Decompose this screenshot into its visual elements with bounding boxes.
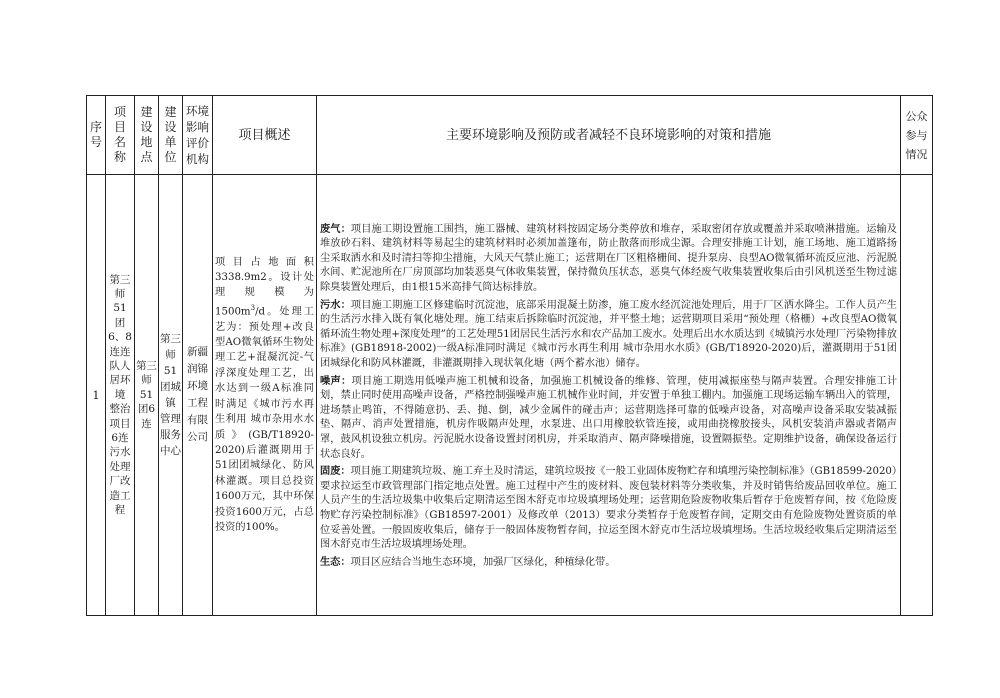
location-line: 连: [141, 417, 152, 430]
eia-line: 环境: [187, 380, 208, 392]
project-overview: [213, 175, 317, 616]
header-char: 参与: [905, 128, 928, 142]
header-overview-text: 项目概述: [238, 127, 291, 143]
measure-noise: [320, 374, 897, 463]
header-char: 点: [140, 150, 153, 164]
measure-text: 项目区应结合当地生态环境，加强厂区绿化，种植绿化带。: [350, 556, 616, 568]
unit-line: 管理: [160, 413, 181, 425]
header-public-participation: [901, 96, 933, 175]
header-char: 机构: [186, 152, 209, 166]
project-name-line: 整治: [109, 403, 131, 416]
measures-cell: [317, 175, 901, 616]
header-char: 公众: [905, 109, 928, 123]
project-name-line: 程: [114, 504, 126, 517]
eia-line: 新疆: [187, 346, 208, 358]
location-line: 51: [139, 388, 154, 401]
measure-label: 噪声：: [320, 374, 352, 387]
construction-unit: [159, 331, 182, 459]
project-name-line: 厂改: [109, 475, 131, 488]
header-overview: [213, 96, 317, 175]
unit-line: 第三: [160, 333, 181, 345]
header-char: 目: [113, 120, 126, 134]
project-name-line: 师: [114, 287, 126, 300]
unit-line: 镇: [165, 397, 176, 409]
measure-label: 生态：: [320, 555, 351, 568]
location-cell: [135, 175, 159, 616]
unit-line: 团城: [160, 381, 181, 393]
measure-label: 废气：: [320, 222, 351, 235]
header-char: 单: [164, 135, 177, 149]
header-eia-agency: [183, 96, 213, 175]
project-name-cell: [106, 175, 135, 616]
header-char: 评价: [186, 136, 209, 150]
public-participation-cell: [901, 175, 933, 616]
header-char: 号: [89, 135, 102, 149]
header-char: 名: [113, 135, 126, 149]
eia-line: 润锦: [187, 363, 208, 375]
eia-line: 公司: [187, 431, 208, 443]
measure-wastewater: [320, 298, 897, 372]
eia-agency: [183, 344, 212, 446]
eia-agency-cell: [183, 175, 213, 616]
location-line: 团6: [137, 403, 156, 416]
project-name-line: 队人: [109, 359, 131, 372]
header-char: 序: [89, 120, 102, 134]
header-location: [135, 96, 159, 175]
header-char: 设: [140, 120, 153, 134]
project-name: [106, 273, 134, 518]
header-char: 项: [113, 105, 126, 119]
overview-text-b: /d。处理工艺为：预处理+改良型AO微氧循环生物处理工艺+混凝沉淀-气浮深度处理工艺，出水达到一级A标准同时满足《城市污水再生利用 城市杂用水水质》(GB/T18920-2020)后灌溉期用于51团团城绿化、防风林灌溉。项目总投资1600万元，其中环保投资1600万元，占总投资的100%。: [215, 306, 314, 533]
project-name-line: 境: [114, 388, 126, 401]
header-char: 环境: [186, 104, 209, 118]
header-char: 情况: [905, 147, 928, 161]
header-measures: [317, 96, 901, 175]
project-name-line: 51: [113, 302, 127, 315]
header-char: 影响: [186, 120, 209, 134]
header-no: [87, 96, 106, 175]
eia-line: 有限: [187, 414, 208, 426]
measure-text: 项目施工期设置施工围挡，施工器械、建筑材料按固定场分类停放和堆存，采取密闭存放或覆盖并采取喷淋措施。运输及堆放砂石料、建筑材料等易起尘的建筑材料时必须加盖篷布，防止散落而形成尘源。合理安排施工计划，施工场地、施工道路扬尘采取洒水和及时清扫等抑尘措施，大风天气禁止施工；运营期在厂区粗格栅间、提升泵房、良型AO微氧循环流反应池、污泥脱水间、贮泥池所在厂房顶部均加装恶臭气体收集装置，保持微负压状态，恶臭气体经废气收集装置收集后由引风机送至生物过滤除臭装置处理后，由1根15米高排气筒达标排放。: [320, 223, 897, 294]
measure-ecology: [320, 555, 897, 571]
project-name-line: 团: [114, 316, 126, 329]
location-line: 师: [141, 374, 152, 387]
header-unit: [159, 96, 183, 175]
project-location: [135, 359, 158, 431]
eia-line: 工程: [187, 397, 208, 409]
measure-text: 项目施工期选用低噪声施工机械和设备，加强施工机械设备的维修、管理，使用减振座垫与隔声装置。合理安排施工计划，禁止同时使用高噪声设备，严格控制强噪声施工机械作业时间，并安置于单独工棚内。加强施工现场运输车辆出入的管理，进场禁止鸣笛，不得随意扔、丢、抛、倒，减少金属件的碰击声；运营期选择可靠的低噪声设备，对高噪声设备采取安装减振垫、隔声、消声处置措施，机房作吸隔声处理，水泵进、出口用橡胶软管连接，或用曲挠橡胶接头，风机安装消声器或者隔声罩，鼓风机设独立机房。污泥脱水设备设置封闭机房，并采取消声、隔声降噪措施，设置隔振垫。定期维护设备，确保设备运行状态良好。: [320, 375, 898, 460]
unit-line: 51: [163, 365, 178, 377]
unit-line: 中心: [160, 445, 181, 457]
measure-text: 项目施工期建筑垃圾、施工弃土及时清运，建筑垃圾按《一般工业固体废物贮存和填埋污染控制标准》（GB18599-2020）要求拉运至市政管理部门指定地点处置。施工过程中产生的废材料、废包装材料等分类收集，并及时销售给废品回收单位。施工人员产生的生活垃圾集中收集后定期清运至图木舒克市垃圾填埋场处理；运营期危险废物收集后暂存于危废暂存间，按《危险废物贮存污染控制标准》（GB18597-2001）及修改单（2013）要求分类暂存于危废暂存间，定期交由有危险废物处置资质的单位妥善处置。一般固废收集后，储存于一般固体废物暂存间，拉运至图木舒克市生活垃圾填埋场。生活垃圾经收集后定期清运至图木舒克市生活垃圾填埋场处理。: [320, 466, 897, 551]
project-name-line: 处理: [109, 460, 131, 473]
measure-label: 污水：: [320, 298, 351, 311]
project-name-line: 6、8: [108, 331, 132, 344]
header-measures-text: 主要环境影响及预防或者减轻不良环境影响的对策和措施: [445, 127, 771, 143]
row-number-text: 1: [92, 388, 100, 402]
project-name-line: 污水: [109, 446, 131, 459]
header-char: 建: [140, 105, 153, 119]
project-name-line: 项目: [109, 417, 131, 430]
eia-summary-table: [86, 95, 933, 616]
header-char: 建: [164, 105, 177, 119]
table-row: [87, 175, 933, 616]
project-name-line: 6连: [111, 432, 129, 445]
header-project-name: [106, 96, 135, 175]
measure-exhaust: [320, 222, 897, 296]
header-char: 位: [164, 150, 177, 164]
overview-sup: 3: [250, 303, 256, 312]
header-char: 地: [140, 135, 153, 149]
measure-label: 固废：: [320, 465, 351, 478]
header-char: 称: [113, 150, 126, 164]
header-char: 设: [164, 120, 177, 134]
measure-solid-waste: [320, 464, 897, 553]
header-row: [87, 96, 933, 175]
unit-line: 师: [165, 349, 176, 361]
row-number: [87, 175, 106, 616]
location-line: 第三: [136, 359, 157, 372]
project-name-line: 第三: [109, 273, 131, 286]
unit-line: 服务: [160, 429, 181, 441]
overview-text-a: 项目占地面积3338.9m2。设计处理规模为1500m: [215, 256, 314, 318]
project-name-line: 连连: [109, 345, 131, 358]
measure-text: 项目施工期施工区修建临时沉淀池，底部采用混凝土防渗，施工废水经沉淀池处理后，用于厂区洒水降尘。工作人员产生的生活污水排入既有氧化塘处理。施工结束后拆除临时沉淀池，并平整土地；运营期项目采用“预处理（格栅）+改良型AO微氧循环流生物处理+深度处理”的工艺处理51团居民生活污水和农产品加工废水。处理后出水水质达到《城镇污水处理厂污染物排放标准》(GB18918-2002)一级A标准同时满足《城市污水再生利用 城市杂用水水质》(GB/T18920-2020)后，灌溉期用于51团团城绿化和防风林灌溉，非灌溉期排入现状氧化塘（两个蓄水池）储存。: [320, 299, 897, 370]
project-name-line: 居环: [109, 374, 131, 387]
project-name-line: 造工: [109, 489, 131, 502]
unit-cell: [159, 175, 183, 616]
